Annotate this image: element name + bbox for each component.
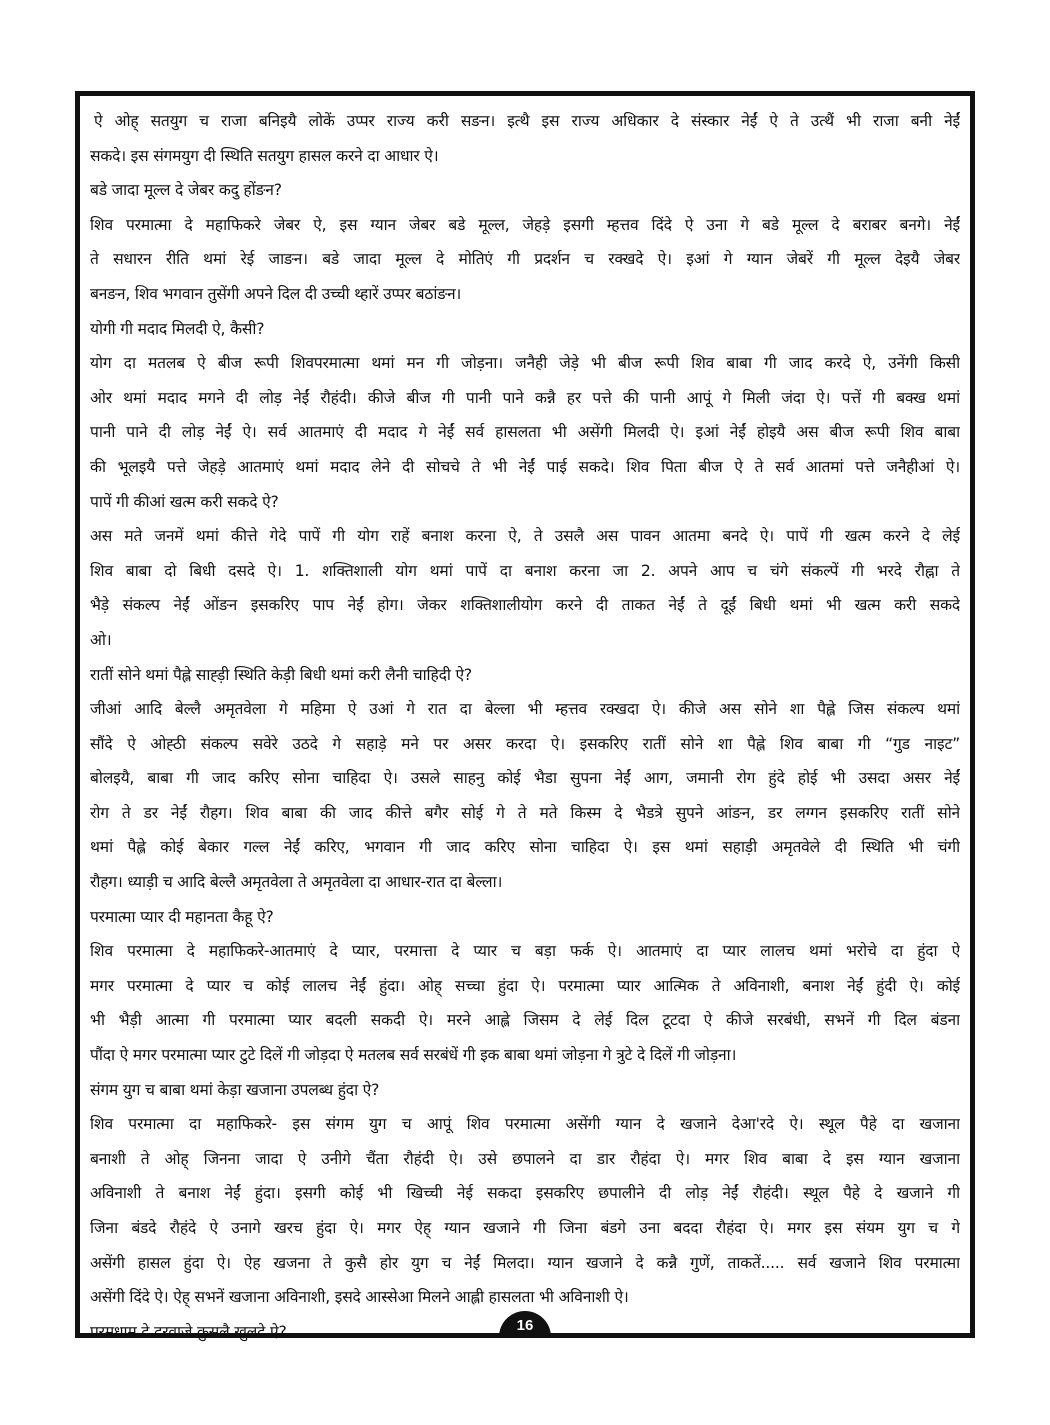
question-heading: पापें गी कीआं खत्म करी सकदे ऐ? bbox=[90, 492, 279, 511]
text-line: बनाशी ते ओह् जिनना जादा ऐ उनीगे चैंता रौहंदी ऐ। उसे छपालने दा डार रौहंदा ऐ। मगर शिव बाबा दे इस ग्यान खजाना bbox=[90, 1149, 960, 1168]
page-number-badge: 16 bbox=[499, 1311, 551, 1338]
text-line: थमां पैह्ले कोई बेकार गल्ल नेईं करिए, भगवान गी जाद करिए सोना चाहिदा ऐ। इस थमां सहाड़ी अमृतवेले दी स्थिति भी चंगी bbox=[90, 838, 960, 857]
text-line: सकदे। इस संगमयुग दी स्थिति सतयुग हासल करने दा आधार ऐ। bbox=[90, 146, 439, 165]
text-line: असेंगी हासल हुंदा ऐ। ऐह खजना ते कुसै होर युग च नेईं मिलदा। ग्यान खजाने दे कन्नै गुणें, ताकतें..... सर्व खजाने शिव परमात्मा bbox=[90, 1253, 960, 1272]
question-heading: योगी गी मदाद मिलदी ऐ, कैसी? bbox=[90, 319, 265, 338]
text-line: बनङन, शिव भगवान तुसेंगी अपने दिल दी उच्ची थ्हारें उप्पर बठांङन। bbox=[90, 284, 462, 303]
text-line: ऐ ओह् सतयुग च राजा बनिइयै लोकें उप्पर राज्य करी सङन। इत्थै इस राज्य अधिकार दे संस्कार नेईं ऐ ते उत्थैं भी राजा बनी नेईं bbox=[94, 112, 960, 130]
text-line: ओ। bbox=[90, 630, 112, 649]
text-line: पौंदा ऐ मगर परमात्मा प्यार टुटे दिलें गी जोड़दा ऐ मतलब सर्व सरबंधें गी इक बाबा थमां जोड़ना गे त्रुटे दे दिलें गी जोड़ना। bbox=[90, 1046, 737, 1065]
text-line: शिव परमात्मा दा महाफिकरे- इस संगम युग च आपूं शिव परमात्मा असेंगी ग्यान दे खजाने देआ'रदे ऐ। स्थूल पैहे दा खजाना bbox=[90, 1115, 960, 1134]
text-line: मगर परमात्मा दे प्यार च कोई लालच नेईं हुंदा। ओह् सच्चा हुंदा ऐ। परमात्मा प्यार आत्मिक ते अविनाशी, बनाश नेईं हुंदी ऐ। कोई bbox=[90, 976, 960, 995]
text-line: ओर थमां मदाद मगने दी लोड़ नेईं रौहंदी। कीजे बीज गी पानी पाने कन्नै हर पत्ते की पानी आपूं गे मिली जंदा ऐ। पत्तें गी बक्ख थमां bbox=[90, 388, 960, 407]
text-line: योग दा मतलब ऐ बीज रूपी शिवपरमात्मा थमां मन गी जोड़ना। जनैही जेड़े भी बीज रूपी शिव बाबा गी जाद करदे ऐ, उनेंगी किसी bbox=[90, 354, 960, 373]
text-line: असेंगी दिंदे ऐ। ऐह् सभनें खजाना अविनाशी, इसदे आस्सेआ मिलने आह्ली हासलता भी अविनाशी ऐ। bbox=[90, 1288, 629, 1307]
text-line: भी भैड़ी आत्मा गी परमात्मा प्यार बदली सकदी ऐ। मरने आह्ले जिसम दे लेई दिल टूटदा ऐ कीजे सरबंधी, सभनें गी दिल बंडना bbox=[90, 1011, 960, 1030]
text-line: अविनाशी ते बनाश नेईं हुंदा। इसगी कोई भी खिच्ची नेई सकदा इसकरिए छपालीने दी लोड़ नेईं रौहंदी। स्थूल पैहे दे खजाने गी bbox=[90, 1184, 960, 1203]
text-line: शिव परमात्मा दे महाफिकरे जेबर ऐ, इस ग्यान जेबर बडे मूल्ल, जेहड़े इसगी म्हत्तव दिंदे ऐ उना गे बडे मूल्ल दे बराबर बनगे। नेईं bbox=[90, 215, 960, 234]
question-heading: रातीं सोने थमां पैह्ले साह्ड़ी स्थिति केड़ी बिधी थमां करी लैनी चाहिदी ऐ? bbox=[90, 665, 472, 684]
text-line: अस मते जनमें थमां कीत्ते गेदे पापें गी योग राहें बनाश करना ऐ, ते उसलै अस पावन आतमा बनदे ऐ। पापें गी खत्म करने दे लेई bbox=[90, 527, 960, 546]
page-frame bbox=[75, 91, 975, 1341]
text-line: रौहग। ध्याड़ी च आदि बेल्लै अमृतवेला ते अमृतवेला दा आधार-रात दा बेल्ला। bbox=[90, 873, 503, 892]
text-line: जिना बंडदे रौहंदे ऐ उनागे खरच हुंदा ऐ। मगर ऐह् ग्यान खजाने गी जिना बंडगे उना बददा रौहंदा ऐ। मगर इस संयम युग च गे bbox=[90, 1219, 960, 1237]
text-line: सौंदे ऐ ओह्ठी संकल्प सवेरे उठदे गे सहाड़े मने पर असर करदा ऐ। इसकरिए रातीं सोने शा पैह्ले शिव बाबा गी “गुड नाइट” bbox=[90, 734, 960, 753]
text-line: बोलइयै, बाबा गी जाद करिए सोना चाहिदा ऐ। उसले साहनु कोई भैडा सुपना नेईं आग, जमानी रोग हुंदे होई भी उसदा असर नेईं bbox=[90, 769, 960, 788]
text-line: शिव परमात्मा दे महाफिकरे-आतमाएं दे प्यार, परमात्ता दे प्यार च बड़ा फर्क ऐ। आतमाएं दा प्यार लालच थमां भरोचे दा हुंदा ऐ bbox=[90, 942, 960, 961]
question-heading: संगम युग च बाबा थमां केड़ा खजाना उपलब्ध हुंदा ऐ? bbox=[90, 1080, 380, 1099]
text-line: पानी पाने दी लोड़ नेईं ऐ। सर्व आतमाएं दी मदाद गे नेईं सर्व हासलता भी असेंगी मिलदी ऐ। इआं नेईं होइयै अस बीज रूपी शिव बाबा bbox=[90, 423, 960, 442]
question-heading: परमधाम दे दरवाजे कुसलै खुलदे ऐ? bbox=[90, 1322, 287, 1341]
text-line: ते सधारन रीति थमां रेई जाङन। बडे जादा मूल्ल दे मोतिएं गी प्रदर्शन च रक्खदे ऐ। इआं गे ग्यान जेबरें गी मूल्ल देइयै जेबर bbox=[90, 250, 960, 269]
text-line: रोग ते डर नेईं रौहग। शिव बाबा की जाद कीत्ते बगैर सोई गे ते मते किस्म दे भैडत्रे सुपने आंङन, डर लग्गन इसकरिए रातीं सोने bbox=[90, 803, 960, 822]
text-line: भैड़े संकल्प नेईं ओंङन इसकरिए पाप नेईं होग। जेकर शक्तिशालीयोग करने दी ताकत नेईं ते दूईं बिधी थमां भी खत्म करी सकदे bbox=[90, 596, 960, 615]
question-heading: परमात्मा प्यार दी महानता कैहू ऐ? bbox=[90, 907, 274, 926]
question-heading: बडे जादा मूल्ल दे जेबर कदु होंङन? bbox=[90, 181, 282, 200]
text-line: जीआं आदि बेल्लै अमृतवेला गे महिमा ऐ उआं गे रात दा बेल्ला भी म्हत्तव रक्खदा ऐ। कीजे अस सोने शा पैह्ले जिस संकल्प थमां bbox=[90, 700, 960, 719]
page-text-body bbox=[90, 104, 960, 1349]
text-line: की भूलइयै पत्ते जेहड़े आतमाएं थमां मदाद लेने दी सोचचे ते भी नेईं पाई सकदे। शिव पिता बीज ऐ ते सर्व आतमां पत्ते जनैहीआं ऐ। bbox=[90, 457, 960, 476]
text-line: शिव बाबा दो बिधी दसदे ऐ। 1. शक्तिशाली योग थमां पापें दा बनाश करना जा 2. अपने आप च चंगे संकल्पें गी भरदे रौह्ना ते bbox=[90, 561, 960, 580]
